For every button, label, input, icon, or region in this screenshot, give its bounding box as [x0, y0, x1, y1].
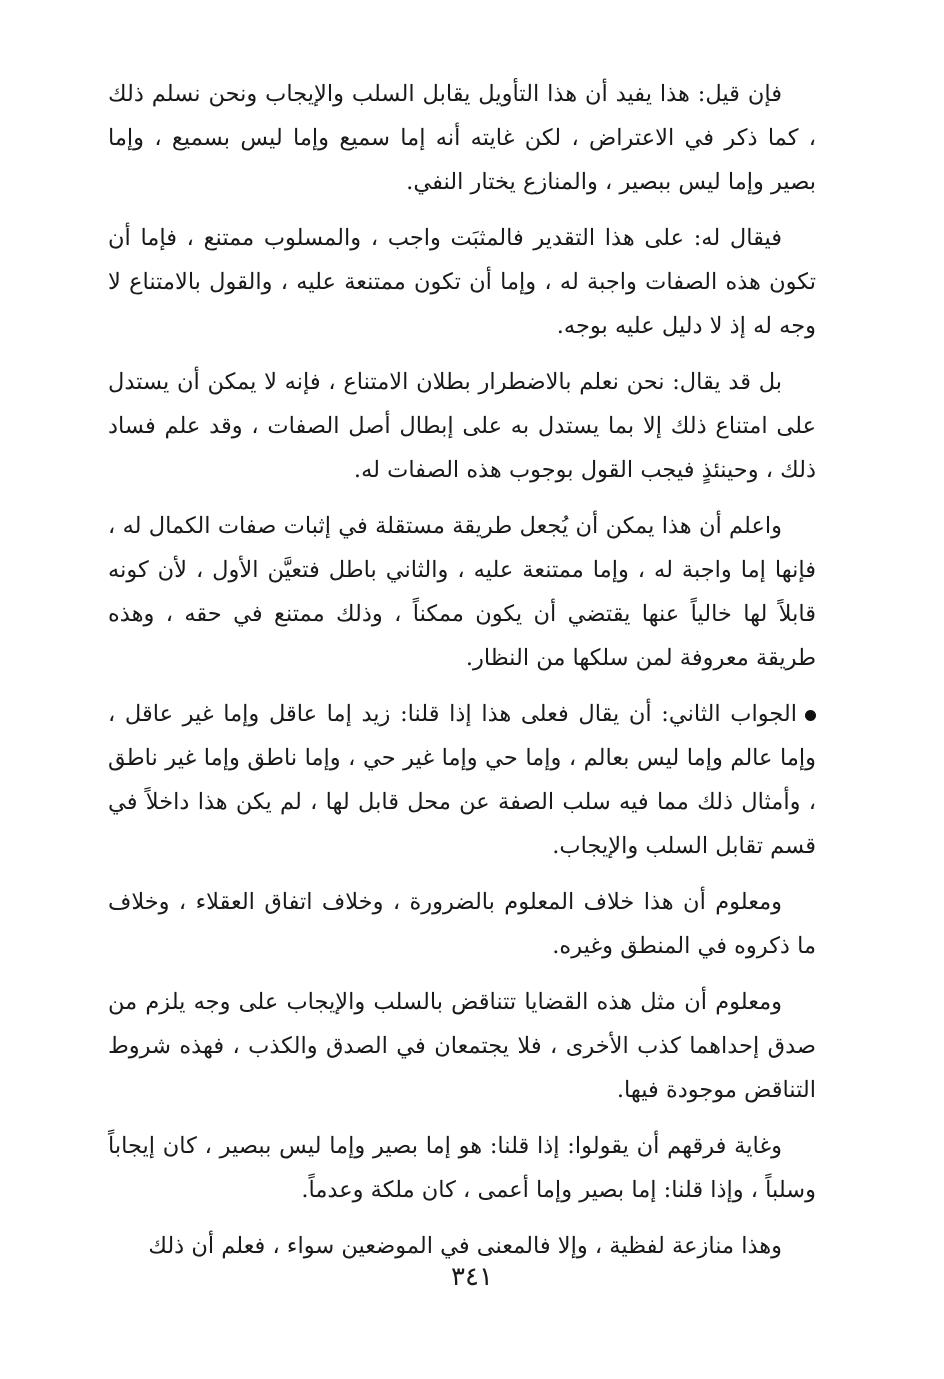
paragraph-8: وغاية فرقهم أن يقولوا: إذا قلنا: هو إما بصير وإما ليس ببصير ، كان إيجاباً وسلباً ، وإذا قلنا: إما بصير وإما أعمى ، كان ملكة وعدماً. — [108, 1133, 816, 1203]
paragraph-5 — [108, 692, 816, 868]
paragraph-1: فإن قيل: هذا يفيد أن هذا التأويل يقابل السلب والإيجاب ونحن نسلم ذلك ، كما ذكر في الاعتراض ، لكن غايته أنه إما سميع وإما ليس بسميع ، وإما بصير وإما ليس ببصير ، والمنازع يختار النفي. — [108, 81, 816, 195]
paragraph-7: ومعلوم أن مثل هذه القضايا تتناقض بالسلب والإيجاب على وجه يلزم من صدق إحداهما كذب الأخرى ، فلا يجتمعان في الصدق والكذب ، فهذه شروط التناقض موجودة فيها. — [108, 989, 816, 1103]
paragraph-3: بل قد يقال: نحن نعلم بالاضطرار بطلان الامتناع ، فإنه لا يمكن أن يستدل على امتناع ذلك إلا بما يستدل به على إبطال أصل الصفات ، وقد علم فساد ذلك ، وحينئذٍ فيجب القول بوجوب هذه الصفات له. — [108, 369, 816, 483]
paragraph-6: ومعلوم أن هذا خلاف المعلوم بالضرورة ، وخلاف اتفاق العقلاء ، وخلاف ما ذكروه في المنطق وغيره. — [108, 889, 816, 959]
paragraph-2: فيقال له: على هذا التقدير فالمثبَت واجب ، والمسلوب ممتنع ، فإما أن تكون هذه الصفات واجبة له ، وإما أن تكون ممتنعة عليه ، والقول بالامتناع لا وجه له إذ لا دليل عليه بوجه. — [108, 225, 816, 339]
paragraph-9: وهذا منازعة لفظية ، وإلا فالمعنى في الموضعين سواء ، فعلم أن ذلك — [148, 1233, 782, 1259]
paragraph-5-text: الجواب الثاني: أن يقال فعلى هذا إذا قلنا: زيد إما عاقل وإما غير عاقل ، وإما عالم وإما ليس بعالم ، وإما حي وإما غير حي ، وإما ناطق وإما غير ناطق ، وأمثال ذلك مما فيه سلب الصفة عن محل قابل لها ، لم يكن هذا داخلاً في قسم تقابل السلب والإيجاب. — [108, 701, 816, 859]
paragraph-4: واعلم أن هذا يمكن أن يُجعل طريقة مستقلة في إثبات صفات الكمال له ، فإنها إما واجبة له ، وإما ممتنعة عليه ، والثاني باطل فتعيَّن الأول ، لأن كونه قابلاً لها خالياً عنها يقتضي أن يكون ممكناً ، وذلك ممتنع في حقه ، وهذه طريقة معروفة لمن سلكها من النظار. — [108, 513, 816, 671]
bullet-icon — [805, 710, 816, 721]
page-body — [108, 72, 816, 1280]
page-number: ٣٤١ — [451, 1262, 493, 1292]
